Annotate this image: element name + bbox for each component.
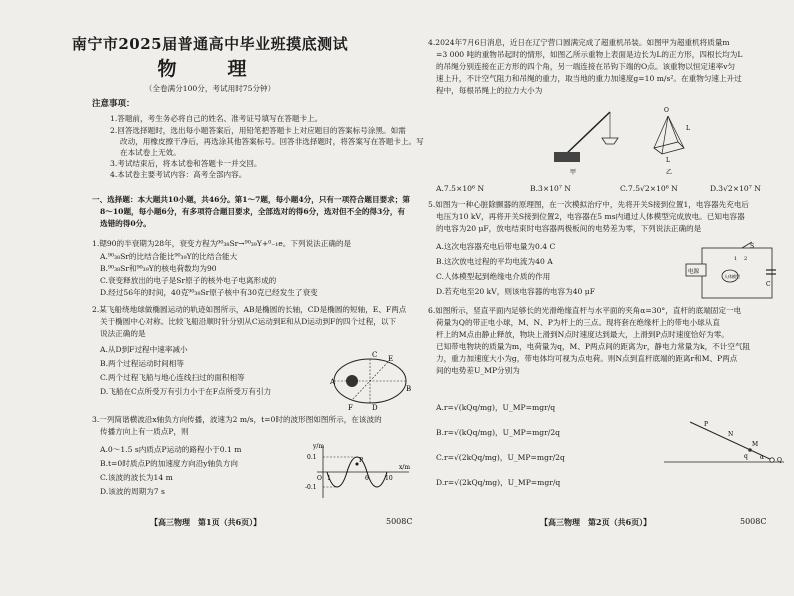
q2-stem: 2.某飞船绕地球做椭圆运动的轨迹如图所示，AB是椭圆的长轴，CD是椭圆的短轴，E、F两点 — [92, 305, 407, 314]
q5-option-d: D.若充电至20 kV，则该电容器的电容为40 μF — [436, 287, 595, 296]
capacitor-label: C — [766, 281, 771, 288]
load-square — [654, 142, 684, 154]
subject-title: 物 理 — [157, 58, 263, 80]
q5-stem: 电压为10 kV，再将开关S接到位置2，电容器在5 ms内通过人体模型完成放电。已知电容器 — [436, 212, 745, 221]
label-q-small: q — [744, 453, 748, 460]
exam-title: 南宁市2025届普通高中毕业班摸底测试 — [71, 35, 349, 53]
body-model-label: 人体模型 — [724, 274, 740, 279]
q4-option-a: A.7.5×10⁶ N — [436, 184, 485, 193]
label-c: C — [372, 351, 378, 359]
x-tick: 10 — [385, 475, 393, 482]
y-label: y/m — [313, 443, 325, 450]
section-instructions: 一、选择题：本大题共10小题，共46分。第1～7题，每小题4分，只有一项符合题目要求；第 — [92, 195, 410, 204]
q4-stem: 的吊绳分别连接在正方形的四个角，另一端连接在吊钩下端的O点。该重物以恒定速率v匀 — [436, 62, 736, 71]
switch-label: S — [750, 243, 755, 250]
q2-stem: 关于椭圆中心对称。比较飞船沿顺时针分别从C运动到E和从D运动到F的四个过程，以下 — [100, 317, 397, 326]
page-footer: 【高三物理 第2页（共6页）】 — [540, 517, 652, 527]
label-e: E — [388, 355, 394, 363]
sling — [668, 116, 678, 142]
crane-base — [554, 152, 580, 162]
q4-stem: =3 000 吨的重物吊起时的情形，如图乙所示重物上表面是边长为L的正方形，四根长均为L — [436, 50, 743, 59]
q2-option-d: D.飞船在C点所受万有引力小于在F点所受万有引力 — [100, 387, 272, 396]
q1-option-b: B.⁹⁰₃₈Sr和⁹⁰₃₉Y的核电荷数均为90 — [100, 264, 217, 273]
note-line: 改动，用橡皮擦干净后，再选涂其他答案标号。回答非选择题时，将答案写在答题卡上。写 — [120, 137, 424, 146]
label-f: F — [348, 404, 353, 412]
note-line: 在本试卷上无效。 — [120, 148, 181, 157]
fig-label-l: L — [686, 125, 690, 132]
q1-option-c: C.衰变释放出的电子是Sr原子的核外电子电离形成的 — [100, 276, 277, 285]
switch-pos-1: 1 — [734, 256, 738, 262]
q2-option-c: C.两个过程飞船与地心连线扫过的面积相等 — [100, 373, 245, 382]
label-b: B — [406, 385, 412, 393]
crane-figure — [550, 98, 710, 178]
section-instructions: 8～10题，每小题6分，有多项符合题目要求，全部选对的得6分，选对但不全的得3分，有 — [100, 207, 406, 216]
crane-load — [602, 138, 618, 144]
q4-option-c: C.7.5√2×10⁶ N — [620, 184, 678, 193]
label-n: N — [728, 431, 734, 438]
q4-stem: 程中，每根吊绳上的拉力大小为 — [436, 86, 543, 95]
switch-pos-2: 2 — [744, 256, 748, 262]
q3-option-b: B.t=0时质点P的加速度方向沿y轴负方向 — [100, 459, 238, 468]
q6-stem: 杆上的M点由静止释放，物块上滑到N点时速度达到最大，上滑到P点时速度恰好为零。 — [436, 330, 729, 339]
label-m: M — [752, 441, 759, 448]
label-alpha: α — [760, 454, 765, 461]
incline-rod-figure — [660, 418, 790, 468]
q3-stem: 3.一列简谐横波沿x轴负方向传播，波速为2 m/s，t=0时的波形图如图所示，在该波的 — [92, 415, 382, 424]
x-tick: 1 — [327, 475, 331, 482]
q6-option-b: B.r=√(kQq/mg)，U_MP=mgr/2q — [436, 428, 561, 437]
q6-stem: 荷量为Q的带正电小球，M、N、P为杆上的三点。现将套在绝缘杆上的带电小球从直 — [436, 318, 720, 327]
sling — [662, 116, 668, 154]
fig-label-l: L — [666, 157, 670, 164]
y-tick: 0.1 — [307, 454, 317, 461]
q2-stem: 说法正确的是 — [100, 329, 146, 338]
q2-option-a: A.从D到F过程中速率减小 — [100, 345, 188, 354]
q6-stem: 已知带电物块的质量为m，电荷量为q，M、P两点间的距离为r，静电力常量为k，不计空气阻 — [436, 342, 751, 351]
page-2 — [420, 0, 794, 596]
section-instructions: 选错的得0分。 — [100, 219, 151, 228]
sling — [668, 116, 684, 148]
q5-option-b: B.这次放电过程的平均电流为40 A — [436, 257, 553, 266]
q6-option-c: C.r=√(2kQq/mg)，U_MP=mgr/2q — [436, 453, 565, 462]
q2-option-b: B.两个过程运动时间相等 — [100, 359, 184, 368]
q5-option-c: C.人体模型起到绝缘电介质的作用 — [436, 272, 551, 281]
q6-option-a: A.r=√(kQq/mg)，U_MP=mgr/q — [436, 403, 556, 412]
q3-option-a: A.0～1.5 s内质点P运动的路程小于0.1 m — [100, 445, 242, 454]
origin-label: O — [317, 475, 322, 482]
y-tick: -0.1 — [305, 484, 317, 491]
q4-option-d: D.3√2×10⁷ N — [710, 184, 761, 193]
x-tick: 6 — [365, 475, 369, 482]
sling — [654, 116, 668, 148]
orbit-figure — [330, 348, 410, 410]
charge-q-ball — [770, 458, 774, 462]
q6-option-d: D.r=√(2kQq/mg)，U_MP=mgr/q — [436, 478, 561, 487]
defibrillator-circuit — [682, 242, 782, 306]
q4-stem: 速上升，不计空气阻力和吊绳的重力，取当地的重力加速度g=10 m/s²。在重物匀速上升过 — [436, 74, 742, 83]
q3-stem: 传播方向上有一质点P，则 — [100, 427, 189, 436]
wave-figure — [305, 442, 415, 502]
q1-option-d: D.经过56年的时间，40克⁹⁰₃₈Sr原子核中有30克已经发生了衰变 — [100, 288, 318, 297]
q1-stem: 1.锶90的半衰期为28年，衰变方程为⁹⁰₃₈Sr→⁹⁰₃₉Y+⁰₋₁e。下列说法正确的是 — [92, 239, 352, 248]
paper-code: 5008C — [386, 517, 413, 526]
charged-bead — [748, 448, 752, 452]
fig-label-yi: 乙 — [666, 169, 673, 176]
label-q-big: Q — [777, 457, 782, 464]
note-line: 4.本试卷主要考试内容：高考全部内容。 — [110, 170, 247, 179]
q5-option-a: A.这次电容器充电后带电量为0.4 C — [436, 242, 556, 251]
q4-stem: 4.2024年7月6日消息，近日在辽宁营口圆满完成了超重机吊装。如图甲为超重机将质量m — [428, 38, 730, 47]
note-line: 1.答题前，考生务必将自己的姓名、准考证号填写在答题卡上。 — [110, 114, 323, 123]
fig-label-jia: 甲 — [570, 169, 577, 176]
crane-boom — [564, 112, 610, 156]
fig-label-o: O — [664, 107, 669, 114]
p-label: P — [359, 457, 364, 464]
label-a: A — [330, 378, 336, 386]
exam-info: （全卷满分100分，考试用时75分钟） — [144, 84, 276, 93]
label-d: D — [372, 404, 378, 412]
q5-stem: 的电容为20 μF，放电结束时电容器两极板间的电势差为零，下列说法正确的是 — [436, 224, 702, 233]
page-footer: 【高三物理 第1页（共6页）】 — [150, 517, 262, 527]
x-label: x/m — [399, 464, 411, 471]
q6-stem: 6.如图所示，竖直平面内足够长的光滑绝缘直杆与水平面的夹角α=30°，直杆的底端固定一电 — [428, 306, 742, 315]
label-p: P — [704, 421, 709, 428]
q4-option-b: B.3×10⁷ N — [530, 184, 571, 193]
q6-stem: 力，重力加速度大小为g，带电体均可视为点电荷。则N点到直杆底端的距离r和M、P两点 — [436, 354, 738, 363]
q1-option-a: A.⁹⁰₃₈Sr的比结合能比⁹⁰₃₉Y的比结合能大 — [100, 252, 238, 261]
q3-option-d: D.该波的周期为7 s — [100, 487, 165, 496]
paper-code: 5008C — [740, 517, 767, 526]
power-label: 电源 — [688, 269, 700, 275]
note-line: 3.考试结束后，将本试卷和答题卡一并交回。 — [110, 159, 262, 168]
q6-stem: 间的电势差U_MP分别为 — [436, 366, 520, 375]
q5-stem: 5.如图为一种心脏除颤器的原理图，在一次模拟治疗中，先将开关S接到位置1，电容器先充电后 — [428, 200, 750, 209]
note-line: 2.回答选择题时，选出每小题答案后，用铅笔把答题卡上对应题目的答案标号涂黑。如需 — [110, 126, 406, 135]
notes-heading: 注意事项： — [92, 99, 135, 109]
q3-option-c: C.该波的波长为14 m — [100, 473, 173, 482]
